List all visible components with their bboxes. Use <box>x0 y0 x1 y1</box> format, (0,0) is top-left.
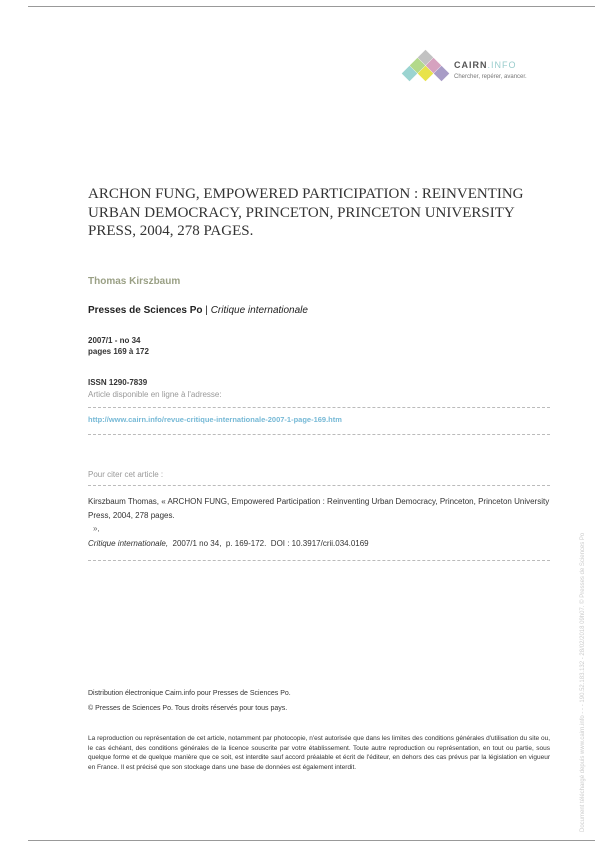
divider <box>88 560 550 561</box>
citation-journal: Critique internationale, <box>88 539 169 548</box>
issue-info <box>88 335 149 357</box>
article-url-link[interactable]: http://www.cairn.info/revue-critique-internationale-2007-1-page-169.htm <box>88 415 342 424</box>
legal-notice: La reproduction ou représentation de cet article, notamment par photocopie, n'est autorisée que dans les limites des conditions générales d'utilisation du site ou, le cas échéant, des conditions générales de la licence souscrite par votre établissement. Toute autre reproduction ou représentation, en tout ou partie, sous quelque forme et de quelque manière que ce soit, est interdite sauf accord préalable et écrit de l'éditeur, en dehors des cas prévus par la législation en vigueur en France. Il est précisé que son stockage dans une base de données est également interdit. <box>88 735 550 771</box>
citation-details: 2007/1 no 34, p. 169-172. DOI : 10.3917/crii.034.0169 <box>168 539 369 548</box>
page-range: pages 169 à 172 <box>88 347 149 356</box>
citation-label: Pour citer cet article : <box>88 470 164 479</box>
author-name: Thomas Kirszbaum <box>88 276 181 287</box>
citation-mark: », <box>93 524 100 533</box>
cairn-logo[interactable] <box>398 52 548 86</box>
copyright-note: © Presses de Sciences Po. Tous droits réservés pour tous pays. <box>88 705 288 712</box>
logo-diamonds-icon <box>398 52 448 86</box>
journal-name: Critique internationale <box>210 305 308 316</box>
available-label: Article disponible en ligne à l'adresse: <box>88 390 222 399</box>
divider <box>88 485 550 486</box>
citation-text: Kirszbaum Thomas, « ARCHON FUNG, Empowered Participation : Reinventing Urban Democracy, Princeton, Princeton University Press, 2004, 278 pages. <box>88 497 550 520</box>
publisher-separator: | <box>202 305 211 316</box>
publisher-line <box>88 305 308 316</box>
issn: ISSN 1290-7839 <box>88 378 148 387</box>
logo-wordmark: CAIRN.INFO <box>454 60 517 70</box>
divider <box>88 407 550 408</box>
bottom-rule <box>28 840 595 841</box>
distribution-note: Distribution électronique Cairn.info pour Presses de Sciences Po. <box>88 690 291 697</box>
divider <box>88 434 550 435</box>
logo-tagline: Chercher, repérer, avancer. <box>454 74 527 80</box>
download-watermark: Document téléchargé depuis www.cairn.info - - - 190.52.183.132 - 28/02/2018 09h07. © Presses de Sciences Po <box>580 532 586 832</box>
article-title: ARCHON FUNG, EMPOWERED PARTICIPATION : REINVENTING URBAN DEMOCRACY, PRINCETON, PRINCETON UNIVERSITY PRESS, 2004, 278 PAGES. <box>88 186 524 239</box>
citation-reference <box>88 539 369 548</box>
publisher-name: Presses de Sciences Po <box>88 305 203 316</box>
issue-number: 2007/1 - no 34 <box>88 336 141 345</box>
top-rule <box>28 6 595 7</box>
